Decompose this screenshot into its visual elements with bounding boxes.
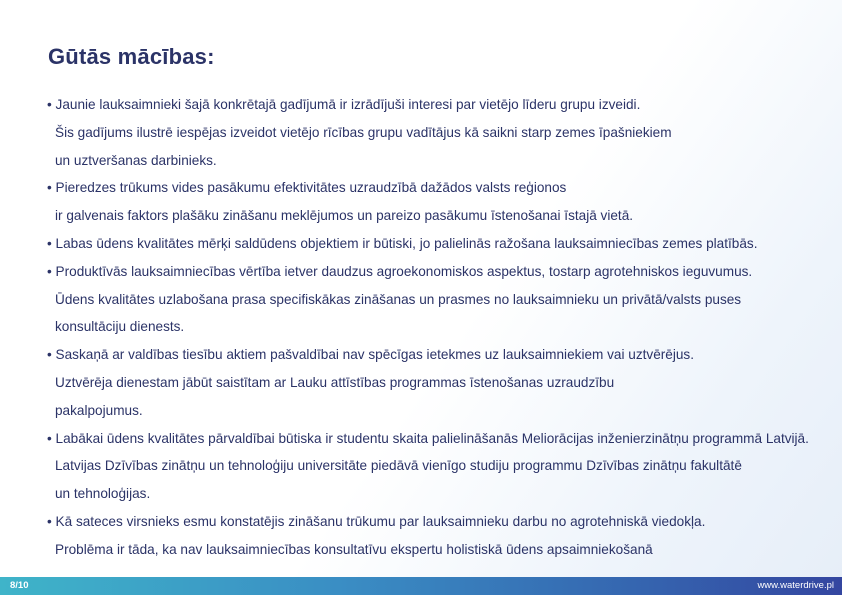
bullet-line: un uztveršanas darbinieks. [55, 152, 217, 168]
bullet-line: • Saskaņā ar valdības tiesību aktiem pašvaldībai nav spēcīgas ietekmes uz lauksaimniekiem vai uztvērējus. [47, 347, 695, 363]
bullet-item [47, 91, 837, 174]
bullet-line: pakalpojumus. [55, 402, 143, 418]
bullet-line: • Pieredzes trūkums vides pasākumu efektivitātes uzraudzībā dažādos valsts reģionos [47, 180, 567, 196]
bullet-list [47, 91, 837, 564]
slide-title: Gūtās mācības: [48, 44, 215, 69]
bullet-line: • Labas ūdens kvalitātes mērķi saldūdens objektiem ir būtiski, jo palielinās ražošana lauksaimniecības zemes platībās. [47, 235, 758, 251]
page-number: 8/10 [10, 580, 29, 591]
bullet-line: Ūdens kvalitātes uzlabošana prasa specifiskākas zināšanas un prasmes no lauksaimnieku un privātā/valsts puses [55, 291, 742, 307]
bullet-line: konsultāciju dienests. [55, 319, 185, 335]
bullet-line: • Kā sateces virsnieks esmu konstatējis zināšanu trūkumu par lauksaimnieku darbu no agrotehniskā viedokļa. [47, 513, 706, 529]
bullet-line: Latvijas Dzīvības zinātņu un tehnoloģiju universitāte piedāvā vienīgo studiju programmu Dzīvības zinātņu fakultātē [55, 458, 742, 474]
bullet-line: ir galvenais faktors plašāku zināšanu meklējumos un pareizo pasākumu īstenošanai īstajā vietā. [55, 208, 634, 224]
bullet-line: • Jaunie lauksaimnieki šajā konkrētajā gadījumā ir izrādījuši interesi par vietējo līderu grupu izveidi. [47, 97, 641, 112]
bullet-item [47, 425, 837, 508]
bullet-line: • Labākai ūdens kvalitātes pārvaldībai būtiska ir studentu skaita palielināšanās Meliorācijas inženierzinātņu programmā Latvijā. [47, 430, 809, 446]
bullet-line: • Produktīvās lauksaimniecības vērtība ietver daudzus agroekonomiskos aspektus, tostarp agrotehniskos ieguvumus. [47, 263, 753, 279]
bullet-item [47, 258, 837, 341]
bullet-item [47, 174, 837, 230]
bullet-line: Šis gadījums ilustrē iespējas izveidot vietējo rīcības grupu vadītājus kā saikni starp zemes īpašniekiem [55, 124, 672, 140]
bullet-item [47, 230, 837, 258]
bullet-line: un tehnoloģijas. [55, 486, 151, 502]
bullet-line: Problēma ir tāda, ka nav lauksaimniecības konsultatīvu ekspertu holistiskā ūdens apsaimniekošanā [55, 541, 653, 557]
footer-bar [0, 577, 842, 595]
bullet-item [47, 341, 837, 424]
website-link[interactable]: www.waterdrive.pl [757, 580, 834, 591]
bullet-line: Uztvērēja dienestam jābūt saistītam ar Lauku attīstības programmas īstenošanas uzraudzību [55, 374, 615, 390]
bullet-item [47, 508, 837, 564]
